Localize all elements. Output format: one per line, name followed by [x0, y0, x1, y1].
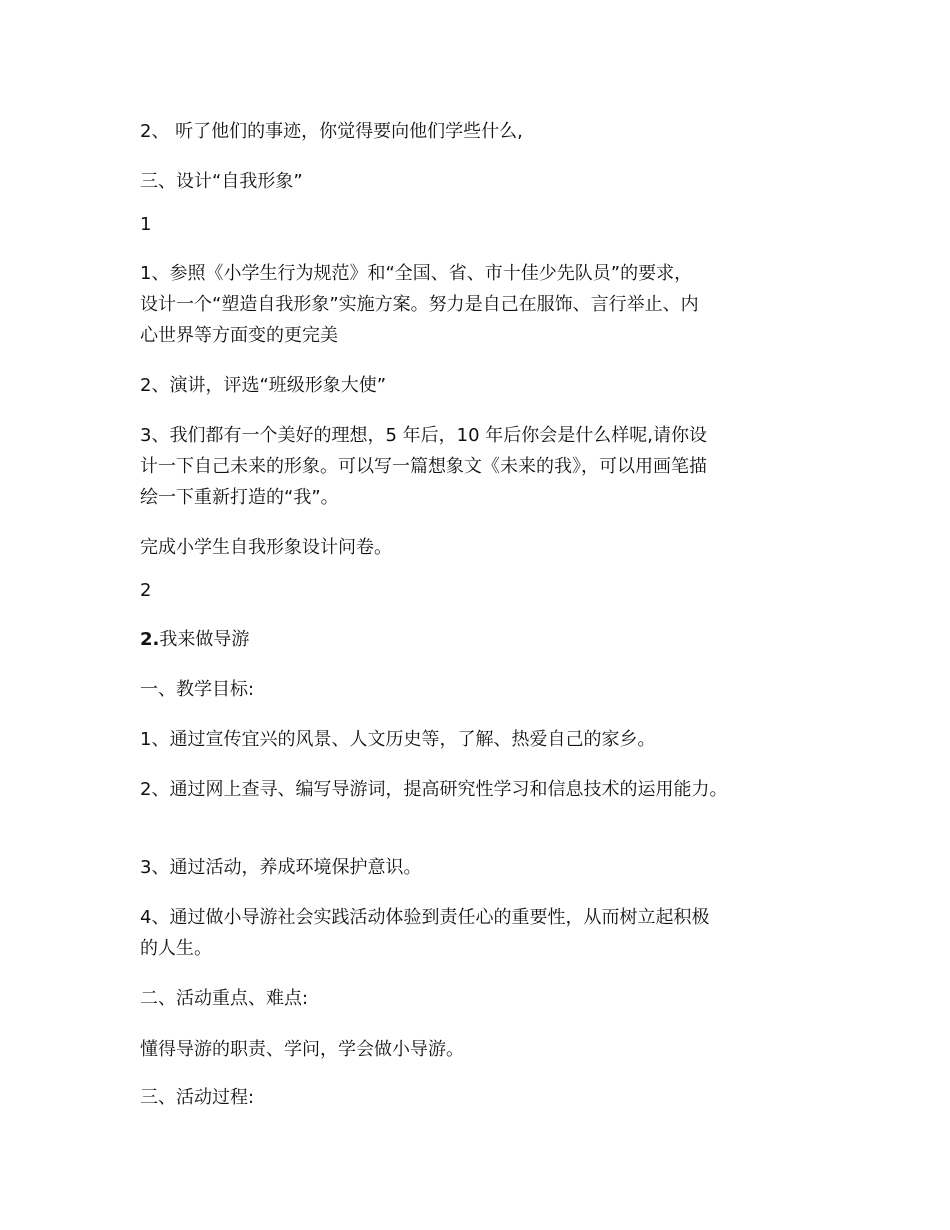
paragraph-line: 计一下自己未来的形象。可以写一篇想象文《未来的我》，可以用画笔描 — [140, 456, 707, 477]
lesson-number: 2. — [140, 629, 160, 650]
paragraph-line: 3、我们都有一个美好的理想，5 年后，10 年后你会是什么样呢,请你设 — [140, 425, 707, 446]
page-number: 2 — [140, 580, 152, 601]
paragraph-line: 设计一个“塑造自我形象”实施方案。努力是自己在服饰、言行举止、内 — [140, 294, 699, 315]
paragraph-line: 心世界等方面变的更完美 — [140, 325, 338, 346]
lesson-title-text: 我来做导游 — [159, 629, 250, 650]
page-number: 1 — [140, 214, 152, 235]
paragraph-item-2: 2、演讲，评选“班级形象大使” — [140, 375, 387, 396]
paragraph-questionnaire: 完成小学生自我形象设计问卷。 — [140, 537, 392, 558]
objective-item-3: 3、通过活动，养成环境保护意识。 — [140, 857, 422, 878]
section-heading-process: 三、活动过程: — [140, 1087, 255, 1108]
paragraph-line: 的人生。 — [140, 938, 212, 959]
section-heading-objectives: 一、教学目标: — [140, 679, 255, 700]
objective-item-2: 2、通过网上查寻、编写导游词，提高研究性学习和信息技术的运用能力。 — [140, 779, 728, 800]
key-points-text: 懂得导游的职责、学问，学会做小导游。 — [140, 1039, 464, 1060]
paragraph-line: 4、通过做小导游社会实践活动体验到责任心的重要性，从而树立起积极 — [140, 907, 710, 928]
lesson-title — [140, 624, 820, 655]
section-heading-3: 三、设计“自我形象” — [140, 171, 303, 192]
paragraph-line: 1、参照《小学生行为规范》和“全国、省、市十佳少先队员”的要求， — [140, 263, 693, 284]
paragraph-question-2: 2、 听了他们的事迹，你觉得要向他们学些什么, — [140, 121, 523, 142]
section-heading-key-points: 二、活动重点、难点: — [140, 988, 309, 1009]
objective-item-1: 1、通过宣传宜兴的风景、人文历史等，了解、热爱自己的家乡。 — [140, 729, 656, 750]
paragraph-line: 绘一下重新打造的“我”。 — [140, 487, 339, 508]
